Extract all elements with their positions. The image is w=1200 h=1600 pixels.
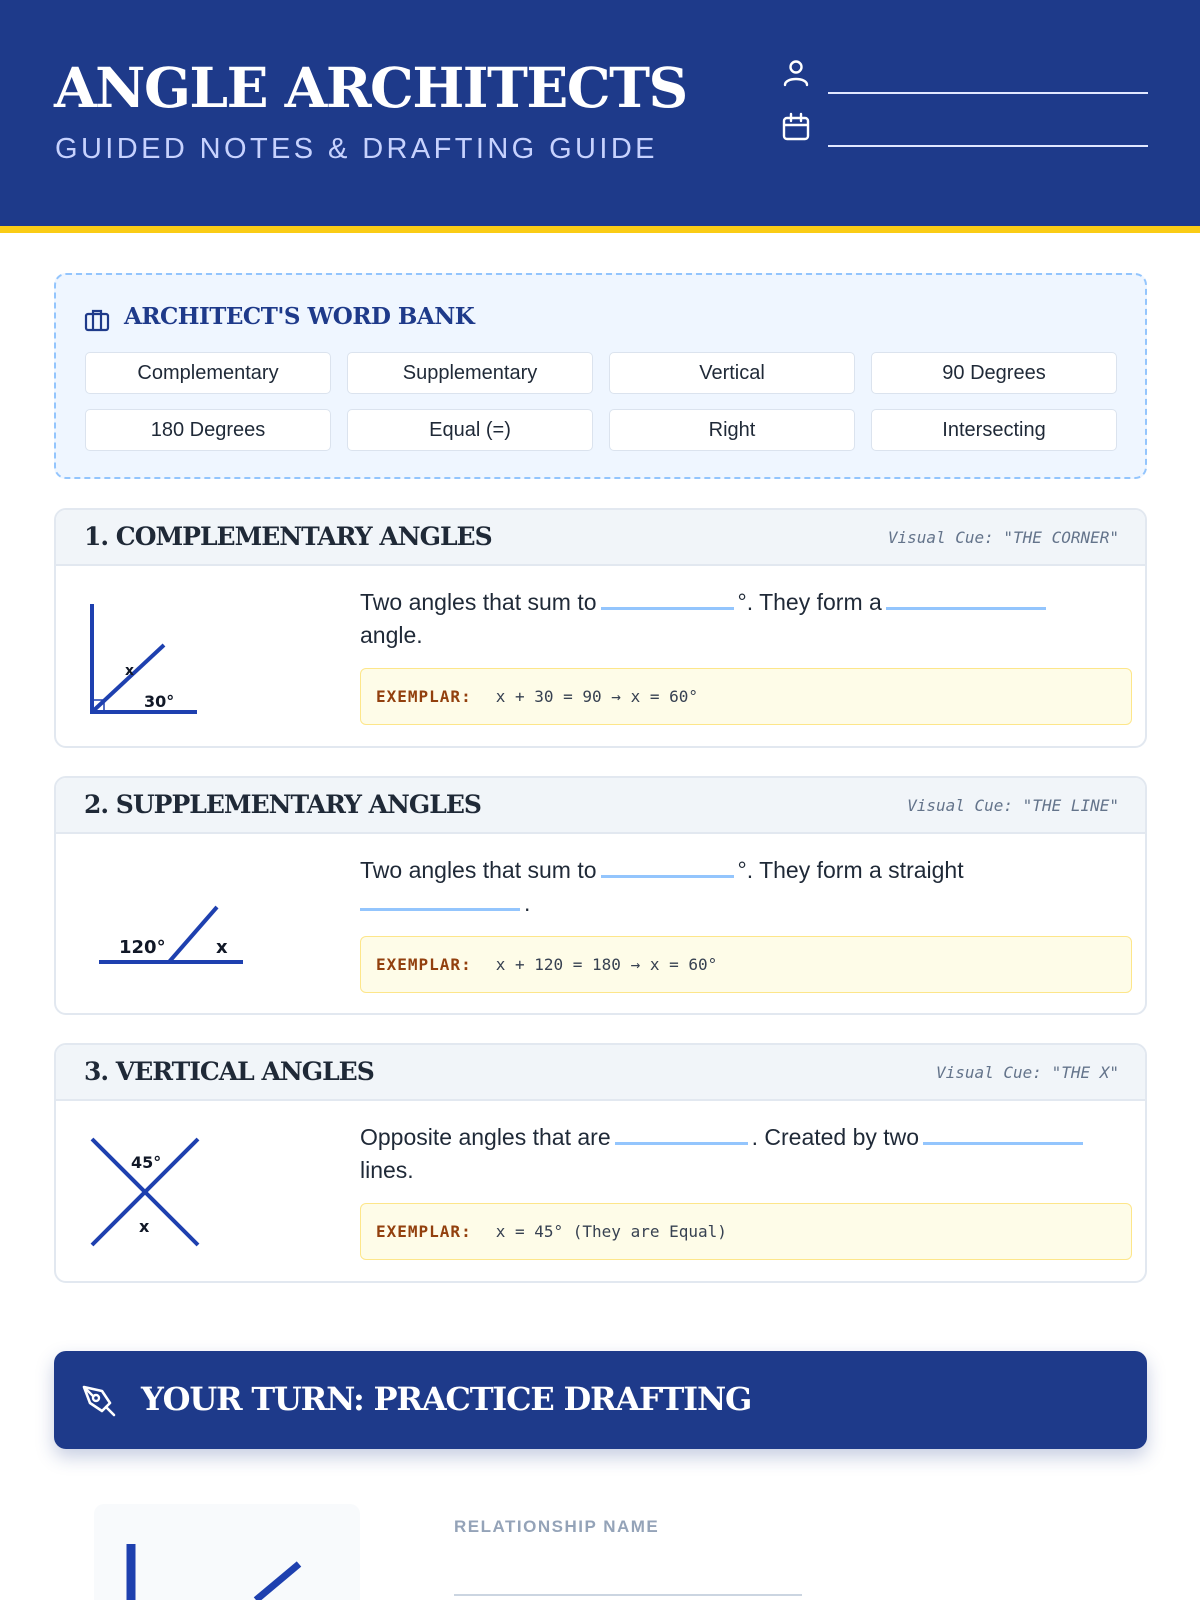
fill-in-blank[interactable]: [923, 1125, 1083, 1145]
pen-tool-icon: [80, 1381, 120, 1421]
word-bank: [54, 273, 1147, 479]
exemplar-equation: x = 45° (They are Equal): [495, 1222, 727, 1241]
page-title: ANGLE ARCHITECTS: [54, 55, 687, 120]
word-chip: Supplementary: [347, 352, 593, 394]
fill-in-blank[interactable]: [886, 590, 1046, 610]
fill-in-blank[interactable]: [601, 590, 734, 610]
word-chip: Vertical: [609, 352, 855, 394]
user-icon: [780, 57, 812, 89]
section-header: [56, 1045, 1145, 1101]
word-chip: 180 Degrees: [85, 409, 331, 451]
exemplar-label: EXEMPLAR:: [376, 955, 472, 974]
fill-in-blank[interactable]: [601, 858, 734, 878]
definition-text: Two angles that sum to °. They form a straight .: [360, 857, 964, 916]
word-chip: Right: [609, 409, 855, 451]
practice-title: YOUR TURN: PRACTICE DRAFTING: [141, 1380, 752, 1418]
word-bank-title: ARCHITECT'S WORD BANK: [124, 303, 475, 330]
page-header: [0, 0, 1200, 226]
section-title: 2. SUPPLEMENTARY ANGLES: [84, 790, 481, 819]
exemplar-label: EXEMPLAR:: [376, 1222, 472, 1241]
word-chip: 90 Degrees: [871, 352, 1117, 394]
supplementary-angle-diagram: [76, 858, 276, 978]
name-field[interactable]: [828, 92, 1148, 94]
practice-diagram-card: [94, 1504, 360, 1600]
complementary-angle-diagram: [76, 590, 276, 730]
section-title: 3. VERTICAL ANGLES: [84, 1057, 374, 1086]
definition-text: Two angles that sum to °. They form a angle.: [360, 586, 1132, 652]
exemplar-box: [360, 936, 1132, 993]
diagram-label-x: x: [139, 1217, 150, 1236]
date-field[interactable]: [828, 145, 1148, 147]
diagram-label-given: 45°: [131, 1153, 162, 1172]
fill-in-blank[interactable]: [360, 891, 520, 911]
section-header: [56, 778, 1145, 834]
diagram-label-x: x: [216, 937, 228, 958]
vertical-angle-diagram: [76, 1125, 276, 1265]
exemplar-equation: x + 120 = 180 → x = 60°: [495, 955, 718, 974]
header-accent-stripe: [0, 226, 1200, 233]
diagram-label-given: 30°: [144, 692, 175, 711]
exemplar-box: [360, 668, 1132, 725]
calendar-icon: [780, 111, 812, 143]
visual-cue: Visual Cue: "THE LINE": [907, 796, 1119, 815]
word-chip: Complementary: [85, 352, 331, 394]
visual-cue: Visual Cue: "THE X": [935, 1063, 1119, 1082]
exemplar-box: [360, 1203, 1132, 1260]
toolbox-icon: [84, 307, 110, 333]
word-chip: Equal (=): [347, 409, 593, 451]
section-title: 1. COMPLEMENTARY ANGLES: [84, 522, 492, 551]
word-chip: Intersecting: [871, 409, 1117, 451]
fill-in-blank[interactable]: [615, 1125, 748, 1145]
relationship-name-label: RELATIONSHIP NAME: [454, 1517, 660, 1536]
page-subtitle: GUIDED NOTES & DRAFTING GUIDE: [55, 133, 658, 165]
diagram-label-x: x: [125, 663, 135, 679]
section-vertical: [54, 1043, 1147, 1283]
diagram-label-given: 120°: [119, 937, 166, 958]
definition-text: Opposite angles that are . Created by two lines.: [360, 1121, 1132, 1187]
practice-angle-diagram: [94, 1504, 360, 1600]
practice-banner: [54, 1351, 1147, 1449]
relationship-name-input[interactable]: [454, 1594, 802, 1596]
exemplar-label: EXEMPLAR:: [376, 687, 472, 706]
exemplar-equation: x + 30 = 90 → x = 60°: [495, 687, 698, 706]
section-complementary: [54, 508, 1147, 748]
visual-cue: Visual Cue: "THE CORNER": [887, 528, 1119, 547]
section-header: [56, 510, 1145, 566]
section-supplementary: [54, 776, 1147, 1015]
